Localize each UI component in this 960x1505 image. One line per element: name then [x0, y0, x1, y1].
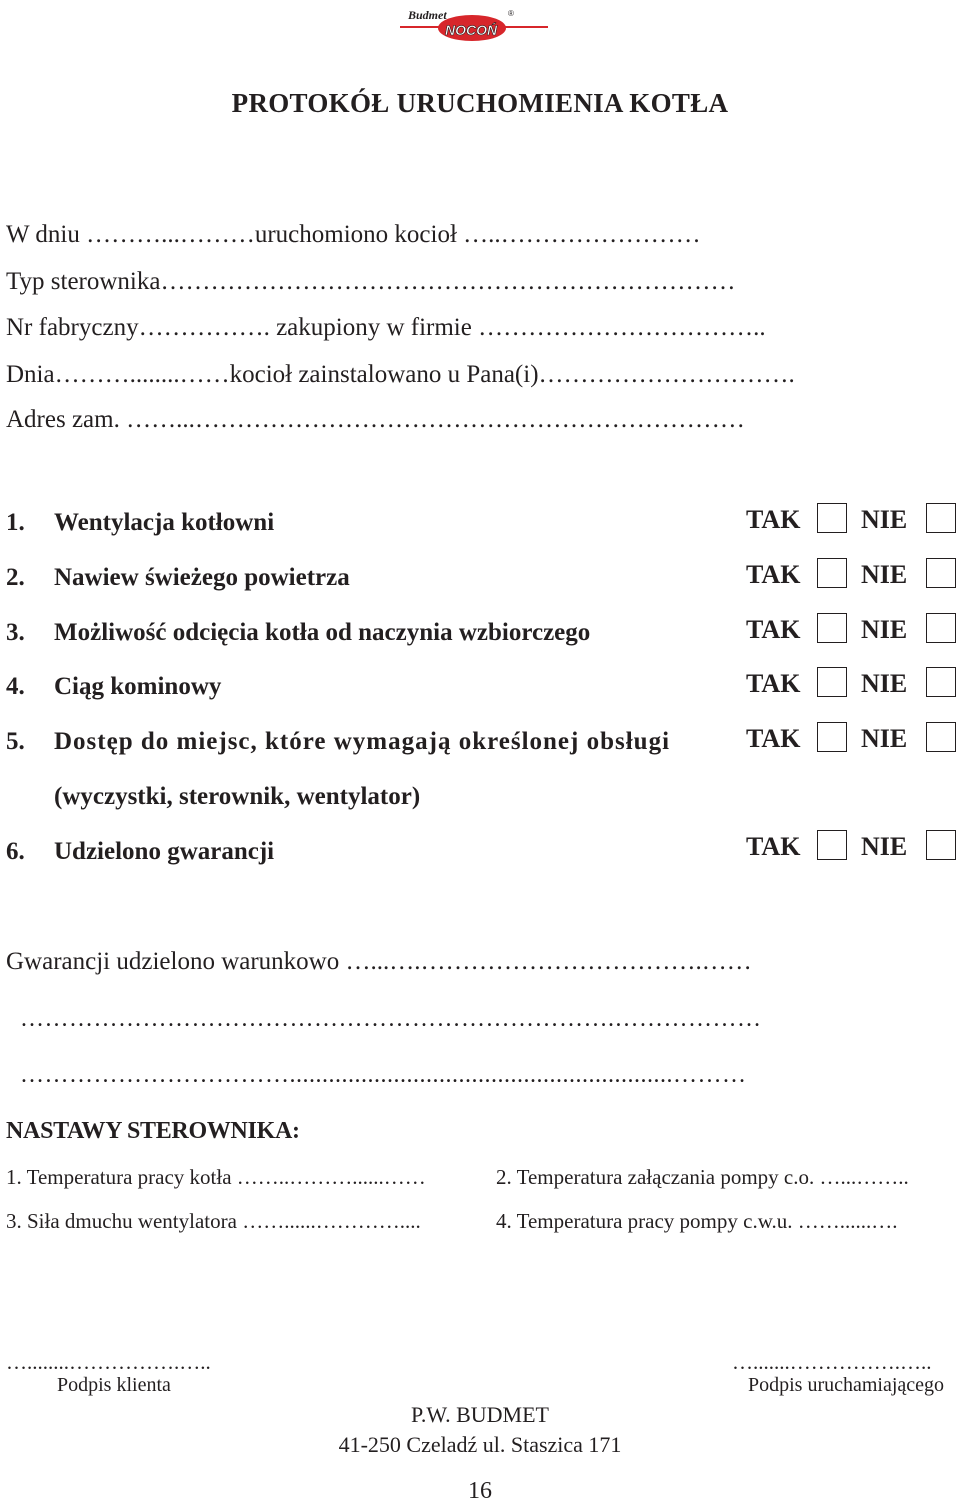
question-number: 4. — [6, 673, 25, 700]
setting-boiler-temp[interactable]: 1. Temperatura pracy kotła ……..………......…… — [6, 1165, 426, 1189]
checkbox-yes[interactable] — [817, 830, 847, 860]
option-no-label: NIE — [861, 615, 908, 644]
checkbox-no[interactable] — [926, 503, 956, 533]
option-yes-label: TAK — [746, 832, 801, 861]
checkbox-yes[interactable] — [817, 613, 847, 643]
company-name: P.W. BUDMET — [411, 1402, 549, 1427]
checkbox-yes[interactable] — [817, 558, 847, 588]
conditional-warranty-line[interactable]: Gwarancji udzielono warunkowo …...….…………………………….…… — [6, 948, 752, 975]
checkbox-no[interactable] — [926, 558, 956, 588]
date-started-line[interactable]: W dniu ………...………uruchomiono kocioł …..…………………… — [6, 221, 701, 248]
page-title: PROTOKÓŁ URUCHOMIENIA KOTŁA — [231, 88, 729, 118]
warranty-dots-line[interactable]: ……………………………...........................................................……… — [20, 1062, 747, 1088]
question-text: Nawiew świeżego powietrza — [54, 564, 350, 591]
controller-type-line[interactable]: Typ sterownika…………………………………………………………… — [6, 268, 736, 295]
setting-pump-on-temp[interactable]: 2. Temperatura załączania pompy c.o. …...…….. — [496, 1165, 909, 1189]
checkbox-no[interactable] — [926, 667, 956, 697]
question-text-continuation: (wyczystki, sterownik, wentylator) — [54, 783, 421, 810]
budmet-nocon-logo — [400, 6, 548, 46]
question-text: Udzielono gwarancji — [54, 838, 275, 865]
option-yes-label: TAK — [746, 669, 801, 698]
question-text: Możliwość odcięcia kotła od naczynia wzbiorczego — [54, 619, 591, 646]
logo-registered-mark: ® — [508, 9, 514, 18]
option-no-label: NIE — [861, 560, 908, 589]
logo-budmet-text: Budmet — [408, 8, 447, 22]
setting-dhw-pump-temp[interactable]: 4. Temperatura pracy pompy c.w.u. ……......…. — [496, 1209, 898, 1233]
client-signature-label: Podpis klienta — [57, 1374, 171, 1396]
setting-fan-power[interactable]: 3. Siła dmuchu wentylatora ……......………….... — [6, 1209, 421, 1233]
address-line[interactable]: Adres zam. ……...………………………………………………………… — [6, 406, 745, 433]
serial-number-line[interactable]: Nr fabryczny……………. zakupiony w firmie …………………………….. — [6, 314, 766, 341]
technician-signature-line[interactable]: ….......…………….….. — [732, 1350, 932, 1374]
question-number: 2. — [6, 564, 25, 591]
warranty-dots-line[interactable]: ……………………………………………………………….……………… — [20, 1006, 762, 1032]
question-number: 1. — [6, 509, 25, 536]
option-no-label: NIE — [861, 669, 908, 698]
question-number: 5. — [6, 728, 25, 755]
question-text: Ciąg kominowy — [54, 673, 222, 700]
question-number: 3. — [6, 619, 25, 646]
checkbox-yes[interactable] — [817, 722, 847, 752]
checkbox-no[interactable] — [926, 613, 956, 643]
question-text: Wentylacja kotłowni — [54, 509, 275, 536]
option-no-label: NIE — [861, 505, 908, 534]
checkbox-yes[interactable] — [817, 667, 847, 697]
company-address: 41-250 Czeladź ul. Staszica 171 — [338, 1432, 622, 1457]
technician-signature-label: Podpis uruchamiającego — [748, 1374, 945, 1396]
option-no-label: NIE — [861, 832, 908, 861]
checkbox-no[interactable] — [926, 830, 956, 860]
question-text: Dostęp do miejsc, które wymagają określonej obsługi — [54, 728, 671, 755]
option-yes-label: TAK — [746, 724, 801, 753]
option-yes-label: TAK — [746, 615, 801, 644]
page-number: 16 — [468, 1478, 492, 1504]
option-yes-label: TAK — [746, 505, 801, 534]
client-signature-line[interactable]: …........…………….….. — [6, 1350, 211, 1374]
option-no-label: NIE — [861, 724, 908, 753]
checkbox-no[interactable] — [926, 722, 956, 752]
installation-date-line[interactable]: Dnia………........……kocioł zainstalowano u Pana(i)…………………………. — [6, 361, 795, 388]
question-number: 6. — [6, 838, 25, 865]
controller-settings-heading: NASTAWY STEROWNIKA: — [6, 1118, 300, 1144]
checkbox-yes[interactable] — [817, 503, 847, 533]
logo-nocon-text: NOCOŃ — [445, 22, 498, 38]
option-yes-label: TAK — [746, 560, 801, 589]
